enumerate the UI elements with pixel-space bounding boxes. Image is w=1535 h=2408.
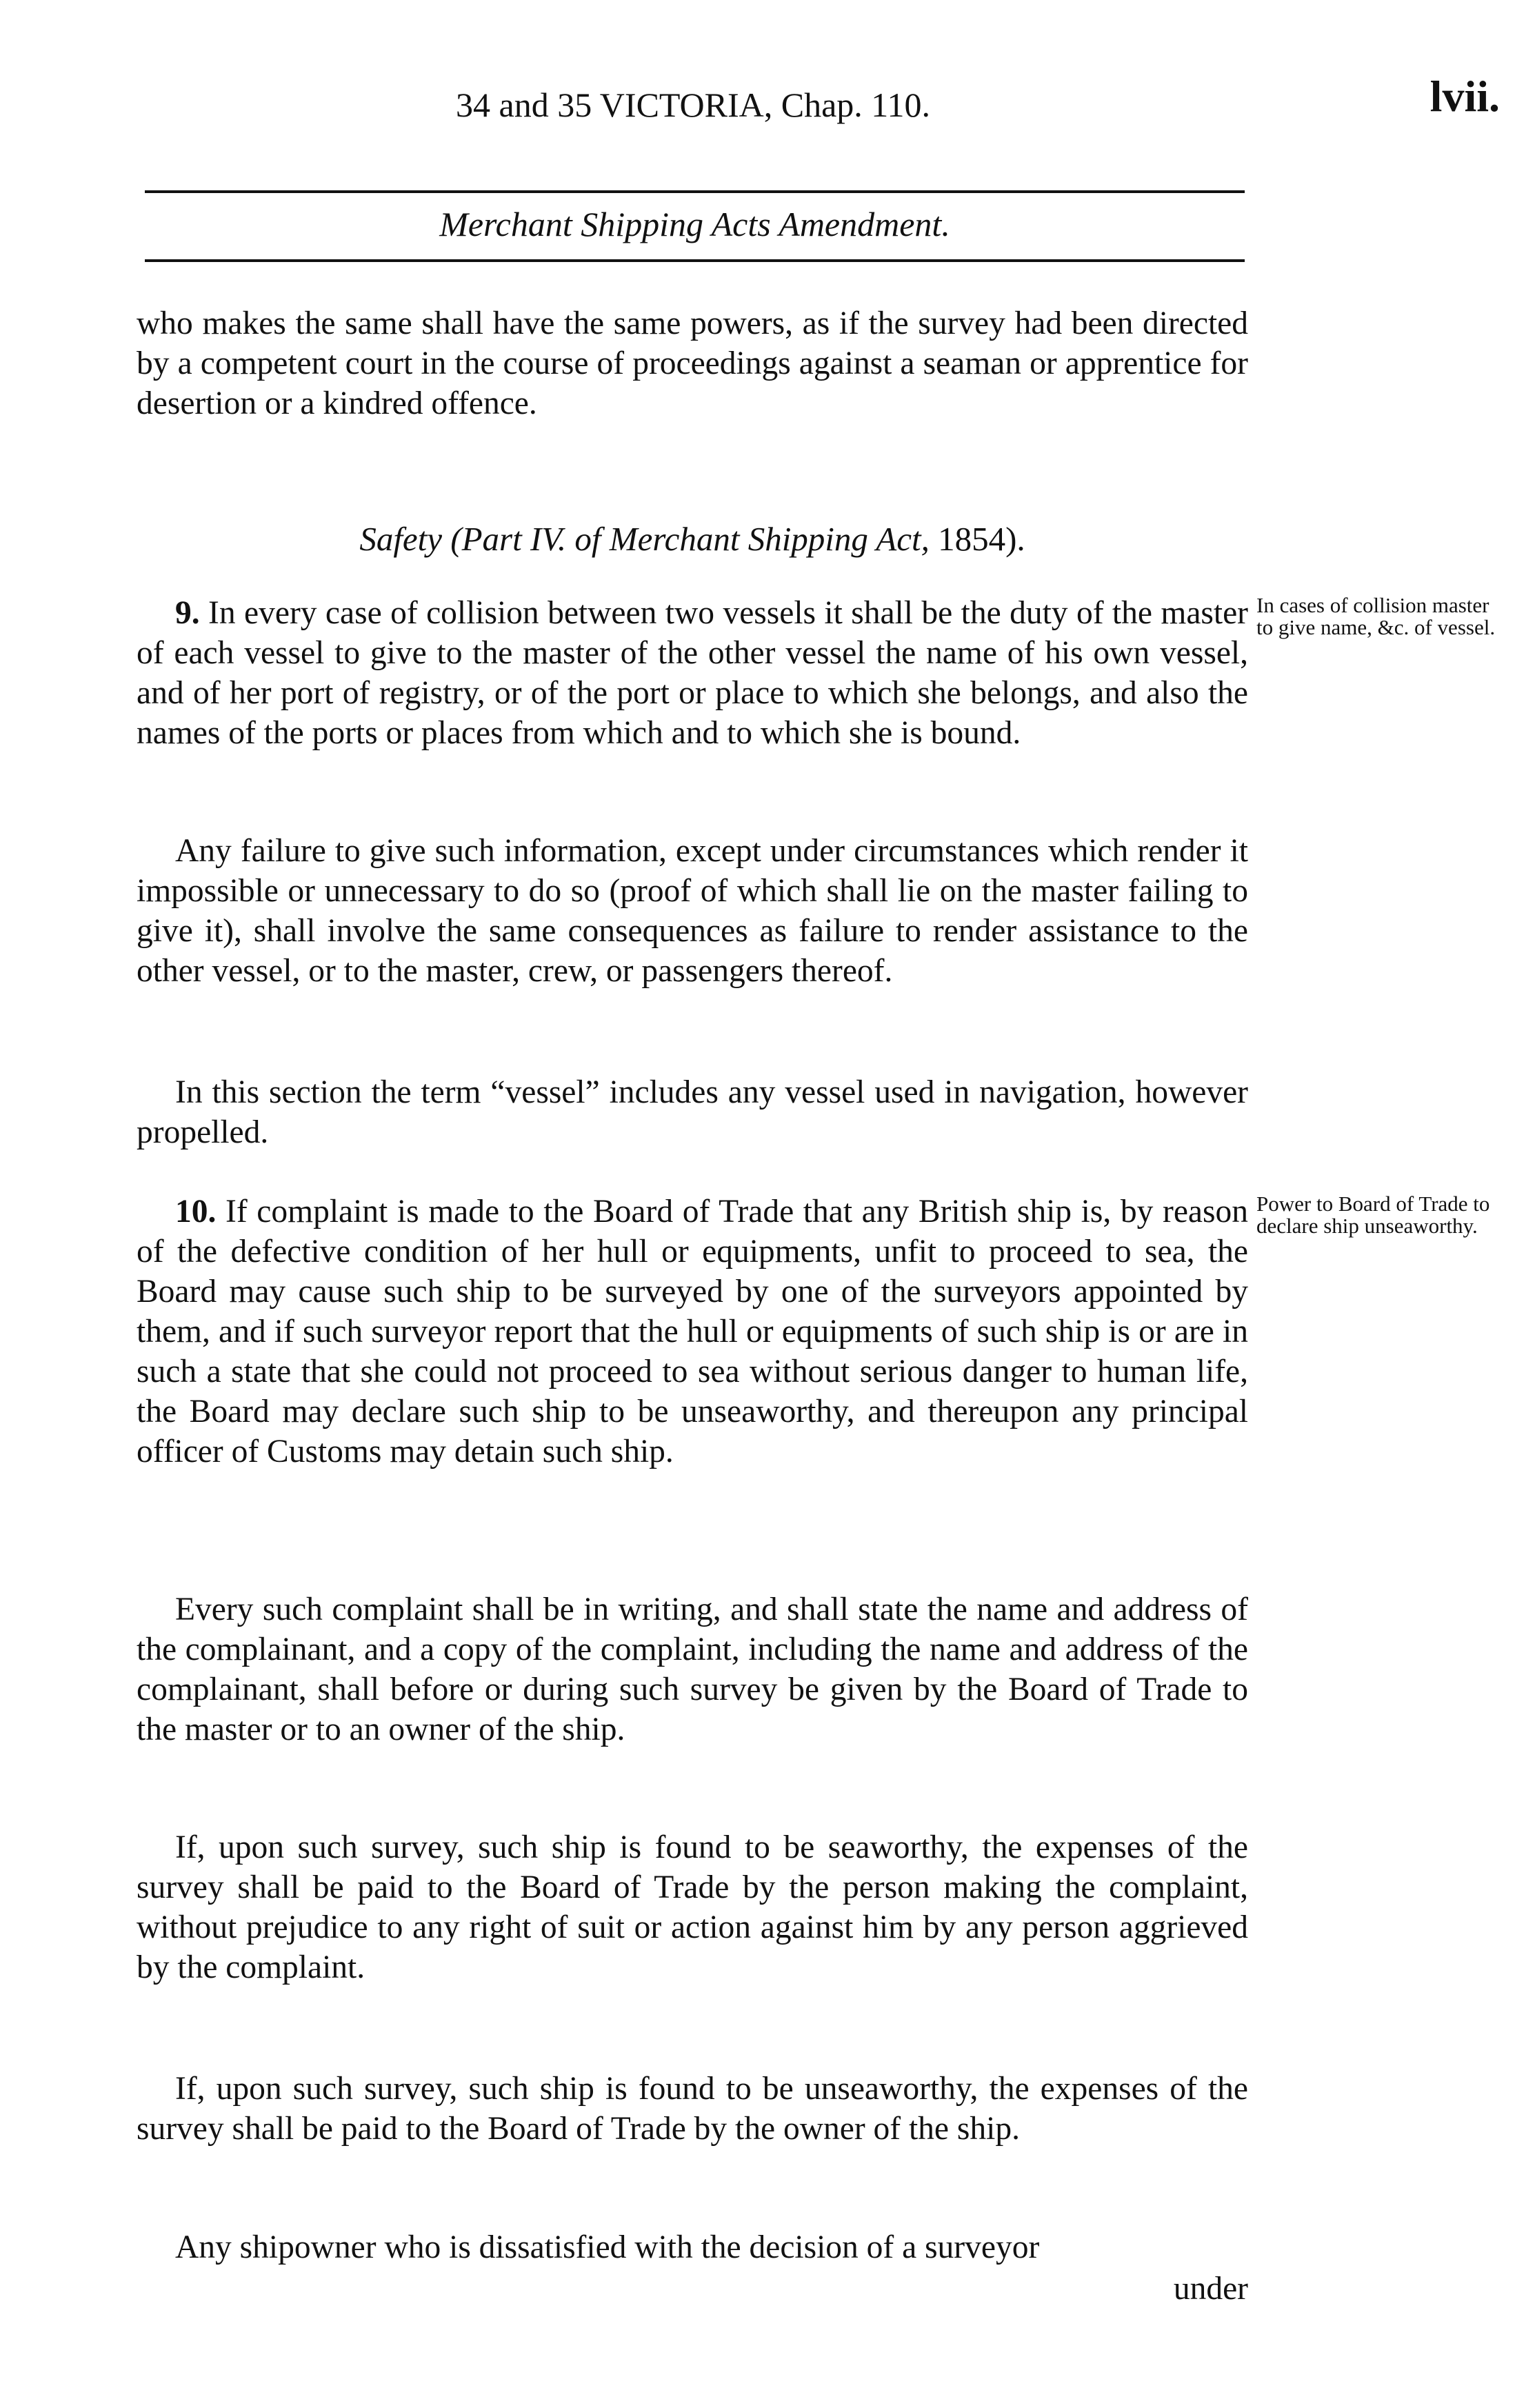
section-10-para-4-block <box>137 2069 1248 2149</box>
section-10-para-3-block <box>137 1827 1248 1987</box>
margin-note-section-9: In cases of collision master to give name, &c. of vessel. <box>1256 593 1496 639</box>
section-10-para-5-block <box>137 2227 1248 2267</box>
part-heading-italic: Safety (Part IV. of Merchant Shipping Act, <box>359 520 930 558</box>
section-9-para-3: In this section the term “vessel” includes any vessel used in navigation, however propelled. <box>137 1074 1248 1150</box>
intro-paragraph-block <box>137 303 1248 423</box>
section-10-number: 10. <box>175 1194 217 1230</box>
section-9-number: 9. <box>175 595 200 631</box>
header-rule-top <box>145 190 1245 193</box>
section-10-para-2-block <box>137 1589 1248 1749</box>
section-10-para-3: If, upon such survey, such ship is found to be seaworthy, the expenses of the survey shall be paid to the Board of Trade by the person making the complaint, without prejudice to any right of suit or action against him by any person aggrieved by the complaint. <box>137 1829 1248 1985</box>
section-10-para-2: Every such complaint shall be in writing, and shall state the name and address of the complainant, and a copy of the complaint, including the name and address of the complainant, shall before or during such survey be given by the Board of Trade to the master or to an owner of the ship. <box>137 1592 1248 1747</box>
section-9-para-2: Any failure to give such information, except under circumstances which render it impossible or unnecessary to do so (proof of which shall lie on the master failing to give it), shall involve the same consequences as failure to render assistance to the other vessel, or to the master, crew, or passengers thereof. <box>137 833 1248 989</box>
catchword: under <box>1173 2271 1248 2307</box>
section-9-para-3-block <box>137 1072 1248 1152</box>
section-9-para-2-block <box>137 831 1248 991</box>
part-heading <box>137 519 1248 560</box>
section-10-para-4: If, upon such survey, such ship is found to be unseaworthy, the expenses of the survey shall be paid to the Board of Trade by the owner of the ship. <box>137 2071 1248 2147</box>
section-10 <box>137 1192 1248 1472</box>
intro-paragraph: who makes the same shall have the same powers, as if the survey had been directed by a competent court in the course of proceedings against a seaman or apprentice for desertion or a kindred offence. <box>137 305 1248 421</box>
section-10-paragraph <box>137 1192 1248 1472</box>
page-number: lvii. <box>1429 72 1500 121</box>
section-10-text: If complaint is made to the Board of Trade that any British ship is, by reason of the defective condition of her hull or equipments, unfit to proceed to sea, the Board may cause such ship to be surveyed by one of the surveyors appointed by them, and if such surveyor report that the hull or equipments of such ship is or are in such a state that she could not proceed to sea without serious danger to human life, the Board may declare such ship to be unseaworthy, and thereupon any principal officer of Customs may detain such ship. <box>137 1194 1248 1469</box>
section-9-text: In every case of collision between two vessels it shall be the duty of the master of each vessel to give to the master of the other vessel the name of his own vessel, and of her port of registry, or of the port or place to which she belongs, and also the names of the ports or places from which and to which she is bound. <box>137 595 1248 751</box>
section-9-paragraph <box>137 593 1248 753</box>
section-10-para-5: Any shipowner who is dissatisfied with the decision of a surveyor <box>175 2229 1040 2265</box>
header-rule-bottom <box>145 259 1245 262</box>
section-9 <box>137 593 1248 753</box>
act-title: Merchant Shipping Acts Amendment. <box>439 205 950 243</box>
margin-note-section-10: Power to Board of Trade to declare ship unseaworthy. <box>1256 1192 1490 1238</box>
part-heading-year: 1854). <box>929 520 1025 558</box>
running-title: 34 and 35 VICTORIA, Chap. 110. <box>456 86 930 124</box>
catchword-block <box>137 2269 1248 2309</box>
